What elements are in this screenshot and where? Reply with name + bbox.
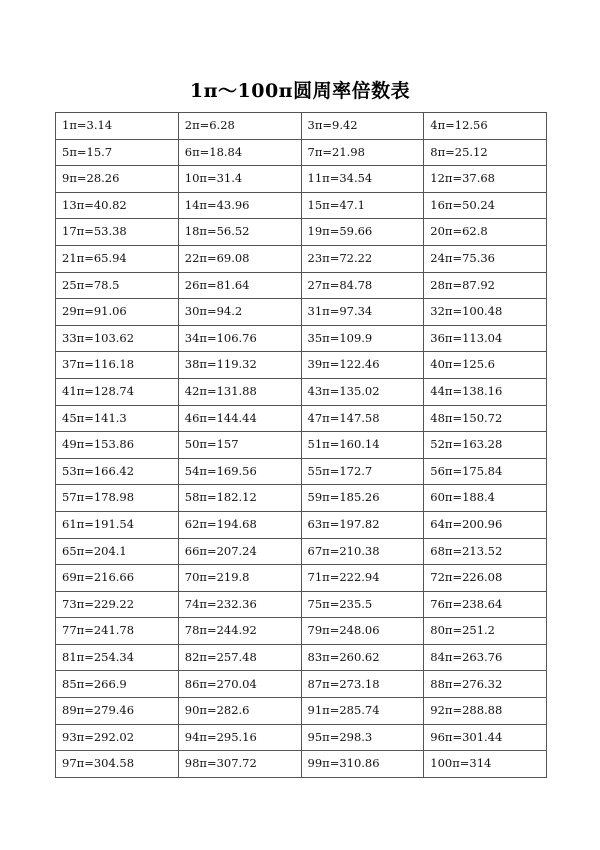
table-cell: 84π=263.76 [424, 644, 547, 671]
page-title: 1π～100π圆周率倍数表 [189, 80, 411, 102]
table-cell: 88π=276.32 [424, 671, 547, 698]
table-cell: 81π=254.34 [56, 644, 179, 671]
table-cell: 38π=119.32 [178, 352, 301, 379]
table-cell: 45π=141.3 [56, 405, 179, 432]
table-cell: 69π=216.66 [56, 565, 179, 592]
table-cell: 31π=97.34 [301, 299, 424, 326]
table-cell: 68π=213.52 [424, 538, 547, 565]
pi-multiples-table [55, 112, 547, 778]
table-cell: 14π=43.96 [178, 192, 301, 219]
table-cell: 26π=81.64 [178, 272, 301, 299]
table-cell: 55π=172.7 [301, 458, 424, 485]
table-cell: 15π=47.1 [301, 192, 424, 219]
table-row [56, 591, 547, 618]
table-cell: 75π=235.5 [301, 591, 424, 618]
table-row [56, 485, 547, 512]
table-row [56, 192, 547, 219]
table-cell: 46π=144.44 [178, 405, 301, 432]
table-cell: 19π=59.66 [301, 219, 424, 246]
table-cell: 36π=113.04 [424, 325, 547, 352]
table-row [56, 724, 547, 751]
table-cell: 48π=150.72 [424, 405, 547, 432]
table-cell: 16π=50.24 [424, 192, 547, 219]
table-cell: 8π=25.12 [424, 139, 547, 166]
table-cell: 37π=116.18 [56, 352, 179, 379]
table-row [56, 245, 547, 272]
table-cell: 41π=128.74 [56, 378, 179, 405]
table-cell: 13π=40.82 [56, 192, 179, 219]
table-cell: 61π=191.54 [56, 511, 179, 538]
table-cell: 96π=301.44 [424, 724, 547, 751]
table-cell: 66π=207.24 [178, 538, 301, 565]
table-row [56, 378, 547, 405]
table-cell: 50π=157 [178, 432, 301, 459]
table-cell: 49π=153.86 [56, 432, 179, 459]
table-cell: 9π=28.26 [56, 166, 179, 193]
table-cell: 99π=310.86 [301, 751, 424, 778]
table-cell: 6π=18.84 [178, 139, 301, 166]
table-cell: 87π=273.18 [301, 671, 424, 698]
table-cell: 59π=185.26 [301, 485, 424, 512]
table-cell: 51π=160.14 [301, 432, 424, 459]
table-cell: 5π=15.7 [56, 139, 179, 166]
table-cell: 24π=75.36 [424, 245, 547, 272]
table-cell: 35π=109.9 [301, 325, 424, 352]
table-cell: 98π=307.72 [178, 751, 301, 778]
table-cell: 32π=100.48 [424, 299, 547, 326]
table-cell: 17π=53.38 [56, 219, 179, 246]
table-row [56, 272, 547, 299]
table-cell: 79π=248.06 [301, 618, 424, 645]
table-cell: 4π=12.56 [424, 113, 547, 140]
table-row [56, 299, 547, 326]
table-body [56, 113, 547, 778]
table-row [56, 538, 547, 565]
table-row [56, 458, 547, 485]
table-cell: 60π=188.4 [424, 485, 547, 512]
table-cell: 97π=304.58 [56, 751, 179, 778]
table-cell: 57π=178.98 [56, 485, 179, 512]
table-cell: 25π=78.5 [56, 272, 179, 299]
table-row [56, 751, 547, 778]
table-cell: 10π=31.4 [178, 166, 301, 193]
table-cell: 94π=295.16 [178, 724, 301, 751]
table-cell: 67π=210.38 [301, 538, 424, 565]
table-row [56, 139, 547, 166]
table-cell: 72π=226.08 [424, 565, 547, 592]
table-cell: 71π=222.94 [301, 565, 424, 592]
table-row [56, 166, 547, 193]
table-cell: 7π=21.98 [301, 139, 424, 166]
table-cell: 78π=244.92 [178, 618, 301, 645]
table-cell: 73π=229.22 [56, 591, 179, 618]
table-cell: 11π=34.54 [301, 166, 424, 193]
table-cell: 27π=84.78 [301, 272, 424, 299]
table-row [56, 565, 547, 592]
table-cell: 56π=175.84 [424, 458, 547, 485]
table-cell: 52π=163.28 [424, 432, 547, 459]
table-cell: 12π=37.68 [424, 166, 547, 193]
table-cell: 21π=65.94 [56, 245, 179, 272]
table-row [56, 405, 547, 432]
table-cell: 44π=138.16 [424, 378, 547, 405]
table-cell: 28π=87.92 [424, 272, 547, 299]
table-row [56, 325, 547, 352]
table-cell: 33π=103.62 [56, 325, 179, 352]
table-cell: 90π=282.6 [178, 698, 301, 725]
table-row [56, 671, 547, 698]
table-cell: 95π=298.3 [301, 724, 424, 751]
table-cell: 22π=69.08 [178, 245, 301, 272]
table-cell: 53π=166.42 [56, 458, 179, 485]
table-cell: 86π=270.04 [178, 671, 301, 698]
table-row [56, 644, 547, 671]
table-cell: 54π=169.56 [178, 458, 301, 485]
table-row [56, 618, 547, 645]
table-cell: 77π=241.78 [56, 618, 179, 645]
table-cell: 23π=72.22 [301, 245, 424, 272]
table-cell: 58π=182.12 [178, 485, 301, 512]
table-cell: 43π=135.02 [301, 378, 424, 405]
table-cell: 3π=9.42 [301, 113, 424, 140]
table-cell: 2π=6.28 [178, 113, 301, 140]
table-row [56, 113, 547, 140]
table-cell: 89π=279.46 [56, 698, 179, 725]
table-cell: 40π=125.6 [424, 352, 547, 379]
table-cell: 92π=288.88 [424, 698, 547, 725]
table-cell: 91π=285.74 [301, 698, 424, 725]
table-cell: 18π=56.52 [178, 219, 301, 246]
table-cell: 74π=232.36 [178, 591, 301, 618]
table-cell: 1π=3.14 [56, 113, 179, 140]
table-cell: 34π=106.76 [178, 325, 301, 352]
table-cell: 100π=314 [424, 751, 547, 778]
table-cell: 39π=122.46 [301, 352, 424, 379]
table-cell: 47π=147.58 [301, 405, 424, 432]
table-row [56, 352, 547, 379]
table-row [56, 432, 547, 459]
table-cell: 42π=131.88 [178, 378, 301, 405]
table-cell: 63π=197.82 [301, 511, 424, 538]
table-cell: 76π=238.64 [424, 591, 547, 618]
table-cell: 20π=62.8 [424, 219, 547, 246]
table-cell: 62π=194.68 [178, 511, 301, 538]
table-cell: 80π=251.2 [424, 618, 547, 645]
table-row [56, 511, 547, 538]
table-cell: 83π=260.62 [301, 644, 424, 671]
table-cell: 93π=292.02 [56, 724, 179, 751]
table-row [56, 698, 547, 725]
table-row [56, 219, 547, 246]
table-cell: 64π=200.96 [424, 511, 547, 538]
table-cell: 30π=94.2 [178, 299, 301, 326]
table-cell: 82π=257.48 [178, 644, 301, 671]
table-cell: 70π=219.8 [178, 565, 301, 592]
table-cell: 65π=204.1 [56, 538, 179, 565]
table-cell: 85π=266.9 [56, 671, 179, 698]
table-cell: 29π=91.06 [56, 299, 179, 326]
